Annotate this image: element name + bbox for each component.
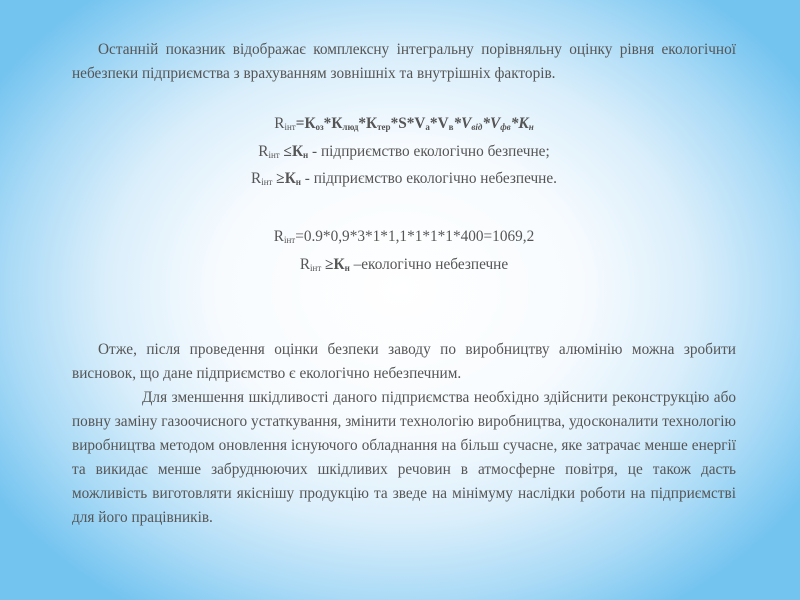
condition-unsafe: $R_{інт} \ge К_н$ - підприємство екологічно небезпечне. [251,170,557,187]
recommendation-paragraph: Для зменшення шкідливості даного підприємства необхідно здійснити реконструкцію або повну заміну газоочисного устаткування, змінити технологію виробництва, удосконалити технологію виробництва методом оновлення існуючого обладнання на більш сучасне, яке затрачає менше енергії та викидає менше забруднюючих шкідливих речовин в атмосферне повітря, це також дасть можливість виготовляти якіснішу продукцію та зведе на мінімуму наслідки роботи на підприємстві для його працівників. [72,389,736,526]
intro-paragraph: Останній показник відображає комплексну інтегральну порівняльну оцінку рівня екологічної небезпеки підприємства з врахуванням зовнішніх та внутрішніх факторів. [72,41,736,82]
formula-r-sub: інт [284,122,296,132]
condition-safe: $R_{інт} \le К_н$ - підприємство екологічно безпечне; [258,143,550,160]
conclusion-paragraph: Отже, після проведення оцінки безпеки заводу по виробництву алюмінію можна зробити висновок, що дане підприємство є екологічно небезпечним. [72,341,736,382]
calculation: $R_{інт}=0.9*0,9*3*1*1,1*1*1*1*400=1069,2$ [273,228,535,245]
formula-r: R [274,115,285,132]
result: $R_{інт} \ge К_н$ –екологічно небезпечне [299,256,509,273]
formula-body: $=К_{оз}*К_{люд}*К_{тер}*S*V_a*V_в*V_{від}*V_{фв}*К_н$ [295,115,534,132]
formula-main [72,112,736,136]
